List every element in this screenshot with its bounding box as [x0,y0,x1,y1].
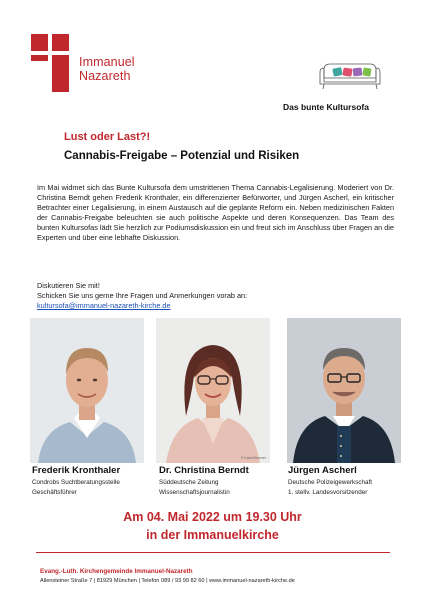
series-title: Das bunte Kultursofa [283,102,369,112]
brand-line-1: Immanuel [79,55,135,69]
call-to-action [37,281,394,311]
cta-line-1: Diskutieren Sie mit! [37,281,100,290]
event-headline: Cannabis-Freigabe – Potenzial und Risiken [64,150,300,162]
speaker-name: Dr. Christina Berndt [159,465,249,476]
speaker-role: Wissenschaftsjournalistin [159,488,230,496]
speaker-name: Jürgen Ascherl [288,465,357,476]
speaker-photo-kronthaler [30,318,144,463]
speaker-caption-ascherl [288,465,372,497]
footer-divider [36,552,390,553]
sofa-icon [318,56,382,92]
brand-line-2: Nazareth [79,69,131,83]
brand-name [79,55,135,83]
footer-address: Allensteiner Straße 7 | 81929 München | Telefon 089 / 93 99 82 60 | www.immanuel-nazareth-kirche.de [40,578,295,584]
event-location: in der Immanuelkirche [146,528,279,542]
portrait-man-icon [30,318,144,463]
speaker-photo-ascherl [287,318,401,463]
footer-organization: Evang.-Luth. Kirchengemeinde Immanuel-Nazareth [40,568,193,575]
speaker-role: Geschäftsführer [32,488,77,496]
portrait-woman-icon [156,318,270,463]
event-date: Am 04. Mai 2022 um 19.30 Uhr [123,510,302,524]
speaker-name: Frederik Kronthaler [32,465,121,476]
speaker-affiliation: Condrobs Suchtberatungsstelle [32,479,120,486]
church-cross-logo-icon [31,34,73,92]
speaker-caption-kronthaler [32,465,120,497]
speaker-affiliation: Süddeutsche Zeitung [159,479,219,486]
email-link[interactable]: kultursofa@immanuel-nazareth-kirche.de [37,300,171,310]
speaker-caption-berndt [159,465,249,497]
portrait-man-glasses-icon [287,318,401,463]
speaker-photo-berndt [156,318,270,463]
event-description: Im Mai widmet sich das Bunte Kultursofa dem umstrittenen Thema Cannabis-Legalisierung. Moderiert von Dr. Christina Berndt gehen Frederik Kronthaler, ein differenzierter Befürworter, und Jürgen Ascherl, ein kritischer Betrachter einer Legalisierung, in einem Austausch auf die geplante Reform ein. Neben medizinischen Fakten der Cannabis-Freigabe beleuchten sie auch politische Aspekte und deren Konsequenzen. Das Team des bunten Kultursofas lädt Sie herzlich zur Podiumsdiskussion ein und freut sich im Anschluss über Fragen an die Experten und über eine lebhafte Diskussion. [37,183,394,242]
speaker-affiliation: Deutsche Polizeigewerkschaft [288,479,372,486]
speaker-role: 1. stellv. Landesvorsitzender [288,488,368,496]
cta-line-2: Schicken Sie uns gerne Ihre Fragen und Anmerkungen vorab an: [37,290,248,300]
photo-credit: © Karin Brunner [240,456,266,460]
event-tagline: Lust oder Last?! [64,131,151,143]
